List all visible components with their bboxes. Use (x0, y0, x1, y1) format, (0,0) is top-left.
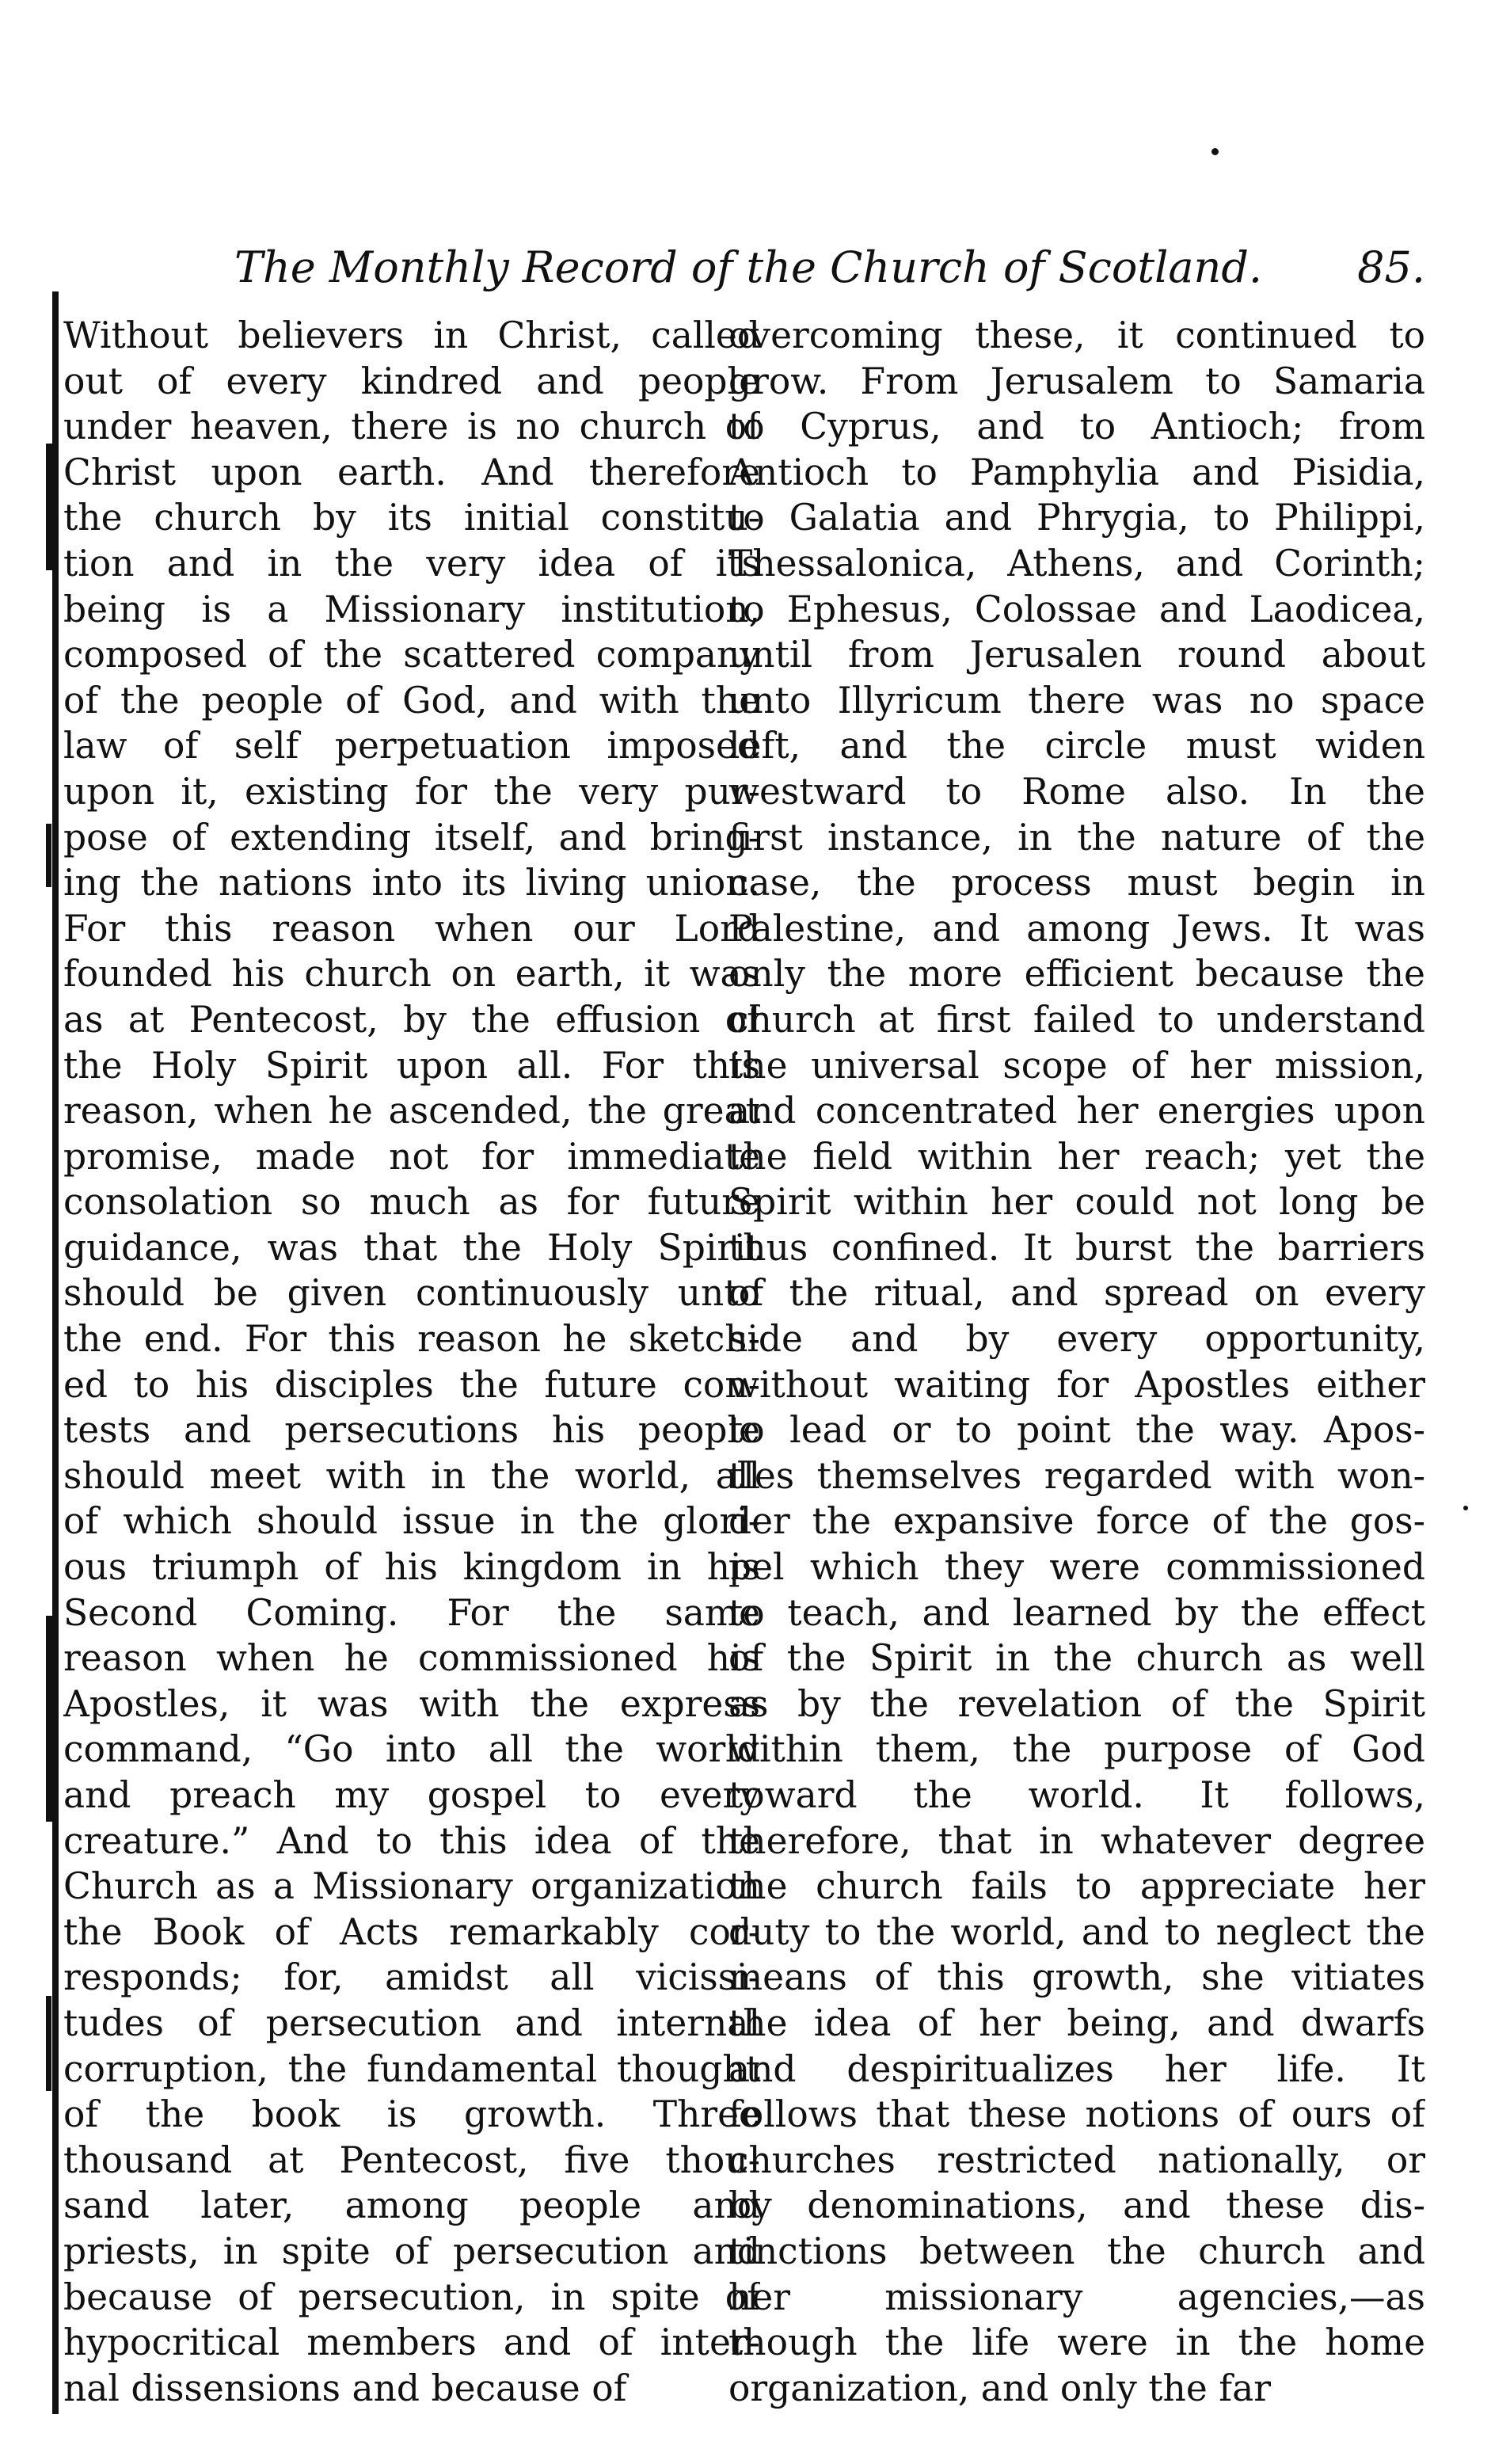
text-line: tudes of persecution and internal (63, 2001, 760, 2044)
text-line: of the people of God, and with the (63, 679, 760, 722)
text-line: follows that these notions of ours of (728, 2093, 1425, 2136)
text-line: Second Coming. For the same (63, 1591, 760, 1634)
text-line: ing the nations into its living union. (63, 862, 760, 904)
text-line: until from Jerusalen round about (728, 634, 1425, 676)
text-line: churches restricted nationally, or (728, 2138, 1425, 2181)
text-line: For this reason when our Lord (63, 907, 760, 950)
text-line: left, and the circle must widen (728, 725, 1425, 767)
text-line: because of persecution, in spite of (63, 2275, 760, 2318)
text-line: reason when he commissioned his (63, 1637, 760, 1680)
column-rule (46, 444, 53, 570)
text-line: Thessalonica, Athens, and Corinth; (728, 542, 1425, 585)
text-line: Spirit within her could not long be (728, 1181, 1425, 1224)
left-column (63, 313, 760, 2411)
text-line: as by the revelation of the Spirit (728, 1682, 1425, 1725)
text-line: promise, made not for immediate (63, 1135, 760, 1178)
text-line: ed to his disciples the future con- (63, 1363, 760, 1406)
text-line: der the expansive force of the gos- (728, 1500, 1425, 1543)
text-line: guidance, was that the Holy Spirit (63, 1226, 760, 1269)
text-line: westward to Rome also. In the (728, 770, 1425, 813)
text-line: without waiting for Apostles either (728, 1363, 1425, 1406)
text-line: ous triumph of his kingdom in his (63, 1546, 760, 1589)
text-line: under heaven, there is no church of (63, 406, 760, 448)
text-line: means of this growth, she vitiates (728, 1956, 1425, 1999)
text-line: should be given continuously unto (63, 1272, 760, 1315)
text-line: duty to the world, and to neglect the (728, 1910, 1425, 1953)
text-line: law of self perpetuation imposed (63, 725, 760, 767)
text-line: out of every kindred and people (63, 360, 760, 402)
text-line: the church fails to appreciate her (728, 1865, 1425, 1908)
text-line: toward the world. It follows, (728, 1774, 1425, 1816)
running-title: The Monthly Record of the Church of Scotland. (234, 242, 1263, 292)
text-line: to Ephesus, Colossae and Laodicea, (728, 588, 1425, 630)
text-line: to teach, and learned by the effect (728, 1591, 1425, 1634)
specks (1211, 148, 1219, 155)
text-line: tion and in the very idea of its (63, 542, 760, 585)
text-line: tests and persecutions his people (63, 1409, 760, 1452)
text-line: within them, the purpose of God (728, 1728, 1425, 1771)
text-line: reason, when he ascended, the great (63, 1090, 760, 1133)
text-line: Apostles, it was with the express (63, 1682, 760, 1725)
text-line: consolation so much as for future (63, 1181, 760, 1224)
text-line: to Cyprus, and to Antioch; from (728, 406, 1425, 448)
text-line: hypocritical members and of inter- (63, 2321, 760, 2364)
text-line: the field within her reach; yet the (728, 1135, 1425, 1178)
text-line: founded his church on earth, it was (63, 953, 760, 996)
text-line: corruption, the fundamental thought (63, 2047, 760, 2090)
text-line: pose of extending itself, and bring- (63, 816, 760, 859)
text-line: the idea of her being, and dwarfs (728, 2001, 1425, 2044)
text-line: of which should issue in the glori- (63, 1500, 760, 1543)
text-line: by denominations, and these dis- (728, 2184, 1425, 2227)
text-line: and concentrated her energies upon (728, 1090, 1425, 1133)
text-line: pel which they were commissioned (728, 1546, 1425, 1589)
text-line: priests, in spite of persecution and (63, 2230, 760, 2272)
text-line: composed of the scattered company (63, 634, 760, 676)
text-line: upon it, existing for the very pur- (63, 770, 760, 813)
right-column (728, 313, 1425, 2411)
text-line: her missionary agencies,—as (728, 2275, 1425, 2318)
text-line: though the life were in the home (728, 2321, 1425, 2364)
column-rule (52, 291, 59, 2414)
text-line: organization, and only the far (728, 2367, 1271, 2409)
text-line: being is a Missionary institution, (63, 588, 760, 630)
text-line: sand later, among people and (63, 2184, 760, 2227)
text-line: only the more efficient because the (728, 953, 1425, 996)
text-line: the Book of Acts remarkably cor- (63, 1910, 760, 1953)
text-line: and preach my gospel to every (63, 1774, 760, 1816)
text-line: tinctions between the church and (728, 2230, 1425, 2272)
text-line: unto Illyricum there was no space (728, 679, 1425, 722)
page-header (63, 236, 1425, 299)
text-line: creature.” And to this idea of the (63, 1819, 760, 1862)
text-line: overcoming these, it continued to (728, 314, 1425, 356)
text-line: thousand at Pentecost, five thou- (63, 2138, 760, 2181)
text-line: nal dissensions and because of (63, 2367, 627, 2409)
text-line: to lead or to point the way. Apos- (728, 1409, 1425, 1452)
text-line: case, the process must begin in (728, 862, 1425, 904)
column-rule (46, 824, 51, 887)
text-line: first instance, in the nature of the (728, 816, 1425, 859)
text-line: side and by every opportunity, (728, 1318, 1425, 1361)
text-line: should meet with in the world, all (63, 1454, 760, 1497)
text-line: the end. For this reason he sketch- (63, 1318, 760, 1361)
text-line: Antioch to Pamphylia and Pisidia, (728, 451, 1425, 493)
column-rule (46, 1996, 51, 2091)
text-line: Palestine, and among Jews. It was (728, 907, 1425, 950)
text-line: and despiritualizes her life. It (728, 2047, 1425, 2090)
text-line: the Holy Spirit upon all. For this (63, 1044, 760, 1087)
text-line: Without believers in Christ, called (63, 314, 760, 356)
text-line: tles themselves regarded with won- (728, 1454, 1425, 1497)
page-number: 85. (1357, 242, 1425, 292)
text-line: as at Pentecost, by the effusion of (63, 998, 760, 1041)
specks (1463, 1506, 1468, 1510)
text-line: thus confined. It burst the barriers (728, 1226, 1425, 1269)
text-line: to Galatia and Phrygia, to Philippi, (728, 497, 1425, 539)
text-line: of the Spirit in the church as well (728, 1637, 1425, 1680)
text-line: church at first failed to understand (728, 998, 1425, 1041)
text-line: the church by its initial constitu- (63, 497, 760, 539)
text-line: of the ritual, and spread on every (728, 1272, 1425, 1315)
column-rule (46, 1616, 53, 1822)
text-line: grow. From Jerusalem to Samaria (728, 360, 1425, 402)
text-line: Church as a Missionary organization (63, 1865, 760, 1908)
text-line: therefore, that in whatever degree (728, 1819, 1425, 1862)
text-line: command, “Go into all the world (63, 1728, 760, 1771)
text-line: of the book is growth. Three (63, 2093, 760, 2136)
text-line: responds; for, amidst all vicissi- (63, 1956, 760, 1999)
text-line: the universal scope of her mission, (728, 1044, 1425, 1087)
text-line: Christ upon earth. And therefore (63, 451, 760, 493)
